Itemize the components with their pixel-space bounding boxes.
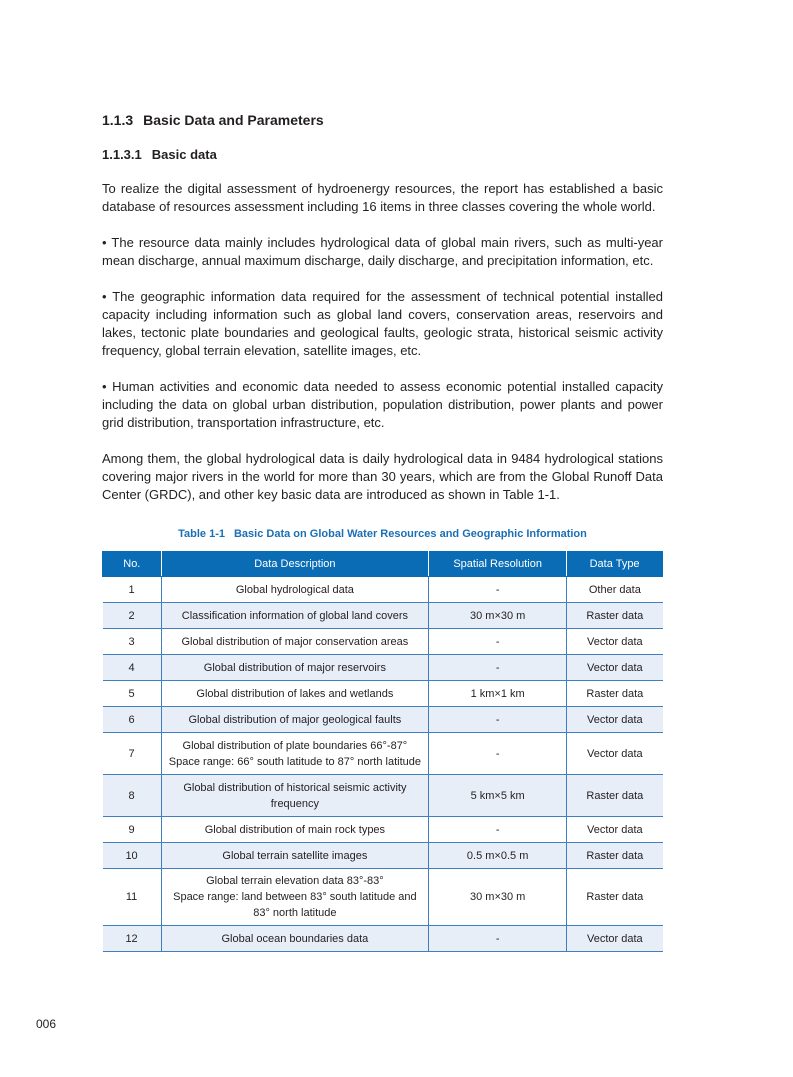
bullet-resource-data: • The resource data mainly includes hydrological data of global main rivers, such as multi-year mean discharge, annual maximum discharge, daily discharge, and precipitation information, etc. [102,235,663,268]
cell-resolution: - [429,655,567,681]
table-caption-label: Table 1-1 [178,528,225,540]
cell-no: 7 [103,733,162,775]
cell-no: 6 [103,707,162,733]
cell-description [161,603,428,629]
header-resolution: Spatial Resolution [429,551,567,577]
cell-description [161,681,428,707]
description-line: Space range: land between 83° south latitude and [173,891,417,903]
description-line: Global distribution of main rock types [204,823,386,836]
description-line: Space range: 66° south latitude to 87° north latitude [168,755,421,768]
cell-resolution: - [429,926,567,952]
table-row [103,603,663,629]
table-header-row [103,551,663,577]
cell-type: Vector data [567,707,663,733]
description-line: Global hydrological data [235,583,354,596]
cell-description [161,629,428,655]
cell-resolution: 30 m×30 m [429,603,567,629]
description-line: Global distribution of major geological faults [188,713,402,726]
description-line: Global distribution of plate boundaries 66°-87° [182,739,408,752]
header-no: No. [103,551,162,577]
summary-paragraph: Among them, the global hydrological data is daily hydrological data in 9484 hydrological stations covering major rivers in the world for more than 30 years, which are from the Global Runoff Data Center (GRDC), and other key basic data are introduced as shown in Table 1-1. [102,451,663,502]
description-line: frequency [270,797,320,810]
table-row [103,843,663,869]
header-type: Data Type [567,551,663,577]
cell-description [161,707,428,733]
description-line: Global ocean boundaries data [221,932,369,945]
cell-resolution: - [429,629,567,655]
description-line: Global terrain elevation data 83°-83° [206,875,384,887]
cell-description [161,926,428,952]
table-body [103,577,663,952]
cell-no: 4 [103,655,162,681]
description-line: Global distribution of lakes and wetlands [196,687,394,700]
cell-no: 10 [103,843,162,869]
description-line: Global terrain satellite images [222,849,368,862]
table-row [103,655,663,681]
header-description: Data Description [161,551,428,577]
bullet-economic-data: • Human activities and economic data needed to assess economic potential installed capacity including the data on global urban distribution, population distribution, power plants and power grid distribution, transportation infrastructure, etc. [102,379,663,430]
cell-type: Raster data [567,869,663,926]
cell-resolution: - [429,707,567,733]
cell-type: Raster data [567,775,663,817]
cell-resolution: 1 km×1 km [429,681,567,707]
description-line: Global distribution of major reservoirs [203,661,386,674]
page-content [102,111,663,952]
description-line: Global distribution of major conservation areas [181,635,409,648]
cell-type: Vector data [567,926,663,952]
cell-resolution: - [429,577,567,603]
cell-type: Raster data [567,681,663,707]
cell-no: 9 [103,817,162,843]
table-caption-title: Basic Data on Global Water Resources and Geographic Information [233,528,587,540]
section-number: 1.1.3 [102,112,134,128]
subsection-heading [102,146,663,164]
table-row [103,733,663,775]
cell-type: Vector data [567,733,663,775]
table-row [103,869,663,926]
description-line: Global distribution of historical seismic activity [183,781,407,794]
cell-description [161,775,428,817]
cell-resolution: 0.5 m×0.5 m [429,843,567,869]
cell-no: 11 [103,869,162,926]
subsection-number: 1.1.3.1 [102,147,142,162]
cell-no: 5 [103,681,162,707]
cell-description [161,869,428,926]
description-line: Classification information of global land covers [181,609,408,622]
cell-type: Other data [567,577,663,603]
description-line: 83° north latitude [253,907,337,919]
subsection-title: Basic data [151,147,217,162]
cell-type: Raster data [567,603,663,629]
data-table [102,551,663,952]
table-row [103,707,663,733]
cell-type: Vector data [567,655,663,681]
table-row [103,681,663,707]
cell-type: Vector data [567,817,663,843]
cell-description [161,655,428,681]
cell-description [161,817,428,843]
cell-type: Raster data [567,843,663,869]
cell-no: 8 [103,775,162,817]
table-row [103,817,663,843]
bullet-geographic-data: • The geographic information data required for the assessment of technical potential installed capacity including information such as global land covers, conservation areas, reservoirs and lakes, tectonic plate boundaries and geological faults, geologic strata, historical seismic activity frequency, global terrain elevation, satellite images, etc. [102,289,663,358]
table-row [103,926,663,952]
table-row [103,629,663,655]
table-caption [102,526,663,542]
cell-no: 2 [103,603,162,629]
cell-description [161,843,428,869]
cell-resolution: 30 m×30 m [429,869,567,926]
table-row [103,775,663,817]
cell-description [161,733,428,775]
page-number: 006 [36,1017,57,1031]
cell-description [161,577,428,603]
section-title: Basic Data and Parameters [143,112,324,128]
intro-paragraph: To realize the digital assessment of hydroenergy resources, the report has established a basic database of resources assessment including 16 items in three classes covering the whole world. [102,181,663,214]
cell-resolution: - [429,733,567,775]
cell-no: 12 [103,926,162,952]
table-row [103,577,663,603]
cell-no: 1 [103,577,162,603]
cell-resolution: 5 km×5 km [429,775,567,817]
cell-no: 3 [103,629,162,655]
cell-type: Vector data [567,629,663,655]
cell-resolution: - [429,817,567,843]
section-heading [102,111,663,129]
